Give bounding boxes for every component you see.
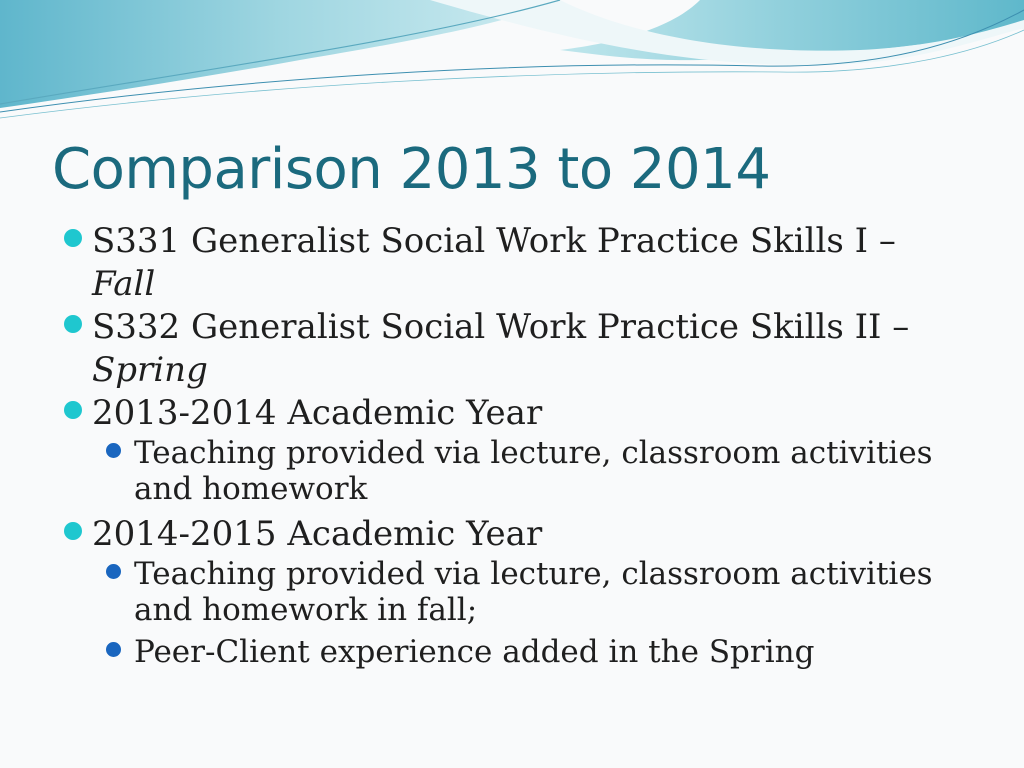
- sub-bullet-2014-teaching: [62, 556, 982, 628]
- sub-bullet-2013-teaching: [62, 435, 982, 507]
- sub-bullet-dot-icon: [106, 443, 121, 458]
- wave-header-decoration: [0, 0, 1024, 130]
- slide-title: Comparison 2013 to 2014: [52, 137, 771, 202]
- bullet-dot-icon: [64, 315, 82, 333]
- wave-band-main: [0, 0, 560, 108]
- bullet-s331-text: S331 Generalist Social Work Practice Skills I –: [92, 221, 896, 261]
- bullet-dot-icon: [64, 229, 82, 247]
- bullet-s332: [62, 306, 982, 392]
- bullet-s332-term: Spring: [92, 350, 208, 390]
- bullet-year-2014-text: 2014-2015 Academic Year: [92, 514, 543, 554]
- bullet-dot-icon: [64, 401, 82, 419]
- bullet-year-2013: [62, 392, 982, 435]
- sub-bullet-2014-peer-client-text: Peer-Client experience added in the Spring: [134, 634, 815, 670]
- sub-bullet-dot-icon: [106, 564, 121, 579]
- sub-bullet-dot-icon: [106, 642, 121, 657]
- bullet-list: [62, 220, 982, 670]
- sub-bullet-2014-peer-client: [62, 634, 982, 670]
- bullet-year-2014: [62, 513, 982, 556]
- bullet-s331-term: Fall: [92, 264, 156, 304]
- sub-bullet-2014-teaching-text: Teaching provided via lecture, classroom activities and homework in fall;: [134, 556, 933, 628]
- bullet-s332-text: S332 Generalist Social Work Practice Skills II –: [92, 307, 910, 347]
- bullet-dot-icon: [64, 522, 82, 540]
- sub-bullet-2013-teaching-text: Teaching provided via lecture, classroom activities and homework: [134, 435, 933, 507]
- bullet-s331: [62, 220, 982, 306]
- bullet-year-2013-text: 2013-2014 Academic Year: [92, 393, 543, 433]
